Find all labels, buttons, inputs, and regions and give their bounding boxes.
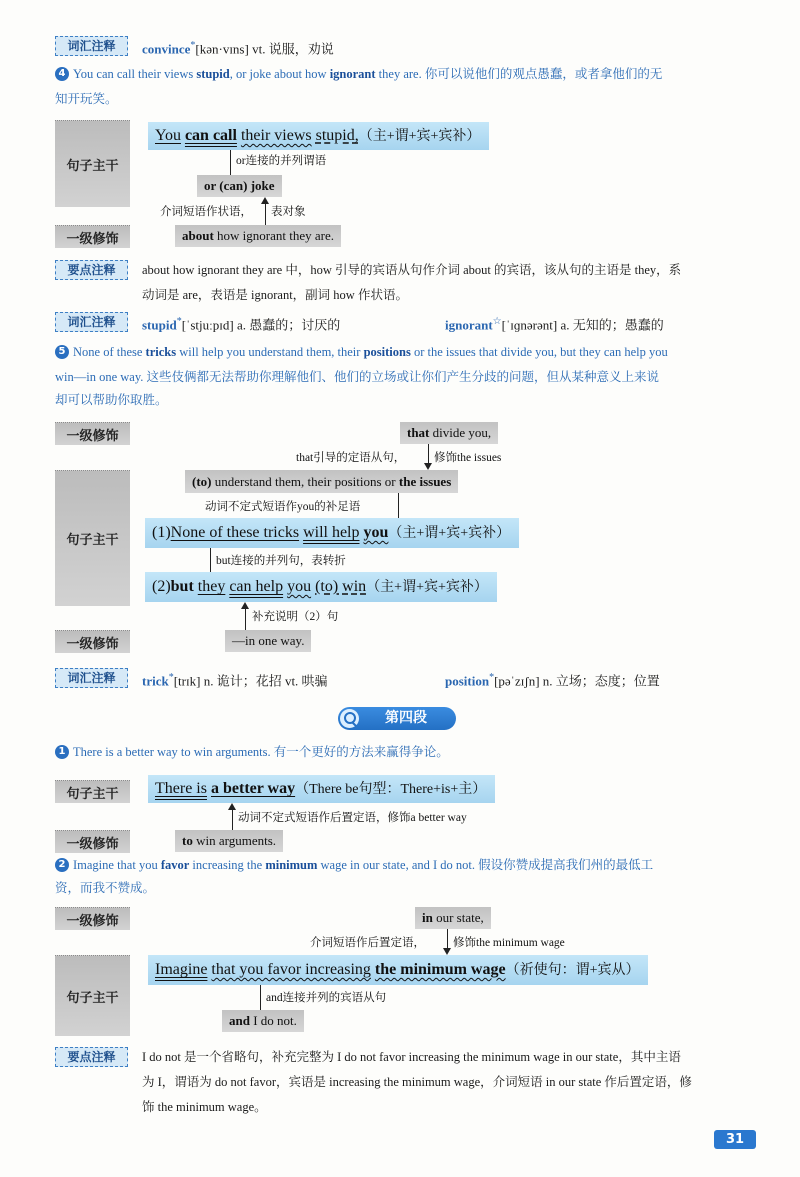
arrow-up-icon	[261, 197, 269, 204]
vocab-phonetic: [ˈɪɡnərənt]	[501, 317, 558, 333]
note-adverbial: 介词短语作状语，	[160, 206, 252, 218]
vocab-tag: 词汇注释	[55, 36, 128, 56]
vocab-word: convince	[142, 41, 191, 57]
page-number: 31	[714, 1130, 756, 1149]
modifier-phrase	[175, 225, 341, 247]
vocab-entry-stupid	[142, 314, 340, 333]
arrow-line	[428, 444, 429, 464]
sentence-text: None of these	[73, 345, 146, 359]
coordinate-clause	[222, 1010, 304, 1032]
modifier-label: 一级修饰	[55, 907, 130, 930]
relative-clause	[400, 422, 498, 444]
subject: they	[197, 578, 226, 595]
object: you	[287, 578, 312, 595]
notes-2-line-1: I do not 是一个省略句，补充完整为 I do not favor increasing the minimum wage in our state，其中主语	[142, 1050, 681, 1064]
complement-text: understand them, their positions or	[211, 474, 399, 489]
arrow-line	[232, 809, 233, 830]
prepositional-phrase	[415, 907, 491, 929]
object: their views	[240, 127, 312, 144]
keyword-ignorant: ignorant	[329, 67, 376, 81]
sentence-number-4: 4	[55, 67, 69, 81]
sentence-number-1: 1	[55, 745, 69, 759]
notes-tag: 要点注释	[55, 260, 128, 280]
modifier-text: win arguments.	[192, 833, 277, 848]
predicate: can call	[184, 127, 237, 144]
sentence-2-line-1	[73, 857, 653, 873]
notes-2-line-2: 为 I，谓语为 do not favor，宾语是 increasing the minimum wage，介词短语 in our state 作后置定语，修	[142, 1075, 692, 1089]
vocab-definition: a. 愚蠢的；讨厌的	[233, 317, 341, 333]
connector-line	[398, 493, 399, 518]
subject: You	[155, 127, 181, 144]
vocab-phonetic: [trɪk]	[173, 673, 201, 689]
connector-line	[230, 150, 231, 175]
arrow-down-icon	[443, 948, 451, 955]
clause-number: (1)	[152, 524, 171, 541]
main-clause-bar	[148, 775, 495, 803]
keyword-stupid: stupid	[196, 67, 230, 81]
keyword-tricks: tricks	[145, 345, 177, 359]
subject: None of these tricks	[170, 524, 300, 541]
modifier-label: 一级修饰	[55, 630, 130, 653]
sentence-5-line-1	[73, 344, 668, 360]
modifier-label: 一级修饰	[55, 422, 130, 445]
vocab-entry-trick	[142, 670, 328, 689]
sentence-text: they are. 你可以说他们的观点愚蠢，或者拿他们的无	[375, 67, 663, 81]
main-clause-label: 句子主干	[55, 955, 130, 1036]
main-clause-bar-1	[145, 518, 519, 548]
vocab-definition: a. 无知的；愚蠢的	[557, 317, 664, 333]
modifier-text: how ignorant they are.	[213, 228, 335, 243]
clause-number: (2)	[152, 578, 171, 595]
sentence-5-line-3: 却可以帮助你取胜。	[55, 393, 168, 407]
note-and: and连接并列的宾语从句	[266, 992, 387, 1004]
note-modifies: 修饰the minimum wage	[453, 937, 565, 949]
section-header	[338, 707, 456, 730]
modifier-phrase: —in one way.	[225, 630, 311, 652]
sentence-text: You can call their views	[73, 67, 197, 81]
sentence-text: Imagine that you	[73, 858, 161, 872]
modifier-phrase	[175, 830, 283, 852]
sentence-text: increasing the	[189, 858, 266, 872]
main-clause-label: 句子主干	[55, 470, 130, 606]
object-clause-object: the minimum wage	[374, 961, 506, 978]
main-clause-label: 句子主干	[55, 120, 130, 207]
vocab-word: ignorant	[445, 317, 493, 333]
vocab-definition: vt. 说服，劝说	[248, 41, 334, 57]
object: you	[363, 524, 389, 541]
sentence-1-line-1: There is a better way to win arguments. 有一个更好的方法来赢得争论。	[73, 745, 449, 759]
star-mark: *	[176, 316, 182, 327]
coordinate-predicate: or (can) joke	[197, 175, 282, 197]
sentence-5-line-2: win—in one way. 这些伎俩都无法帮助你理解他们、他们的立场或让你们产生分歧的问题，但从某种意义上来说	[55, 370, 660, 384]
structure-formula: （There be句型：There+is+主）	[295, 782, 487, 797]
notes-2-line-3: 饰 the minimum wage。	[142, 1100, 267, 1114]
subject: a better way	[210, 780, 296, 797]
vocab-tag: 词汇注释	[55, 312, 128, 332]
arrow-up-icon	[241, 602, 249, 609]
note-but: but连接的并列句，表转折	[216, 555, 346, 567]
modifier-text: our state,	[432, 910, 484, 925]
note-object: 表对象	[271, 206, 306, 218]
star-mark: *	[190, 40, 196, 51]
section-title: 第四段	[385, 710, 427, 726]
star-mark: *	[489, 672, 495, 683]
star-outline-mark: ☆	[492, 316, 502, 327]
sentence-number-2: 2	[55, 858, 69, 872]
sentence-number-5: 5	[55, 345, 69, 359]
note-or: or连接的并列谓语	[236, 155, 327, 167]
sentence-4-line-2: 知开玩笑。	[55, 92, 118, 106]
arrow-line	[265, 203, 266, 225]
main-clause-bar-2	[145, 572, 497, 602]
structure-formula: （主+谓+宾+宾补）	[388, 526, 511, 541]
main-clause-bar	[148, 122, 489, 150]
predicate: will help	[303, 524, 360, 541]
preposition: in	[422, 910, 433, 925]
object-complement: (to) win	[315, 578, 367, 595]
structure-formula: （祈使句：谓+宾从）	[505, 963, 640, 978]
main-clause-bar	[148, 955, 648, 985]
star-mark: *	[168, 672, 174, 683]
structure-formula: （主+谓+宾+宾补）	[366, 580, 488, 595]
vocab-word: position	[445, 673, 490, 689]
arrow-line	[447, 929, 448, 948]
sentence-text: , or joke about how	[229, 67, 330, 81]
arrow-down-icon	[424, 463, 432, 470]
modifier-text: divide you,	[429, 425, 492, 440]
conjunction: and	[229, 1013, 250, 1028]
sentence-4-line-1	[73, 66, 662, 82]
relative-pronoun: that	[407, 425, 430, 440]
note-relative-clause: that引导的定语从句，	[296, 452, 406, 464]
connector-line	[260, 985, 261, 1010]
keyword-positions: positions	[363, 345, 411, 359]
vocab-phonetic: [kən·vɪns]	[195, 41, 249, 57]
vocab-definition: n. 立场；态度；位置	[539, 673, 660, 689]
connector-line	[210, 548, 211, 572]
keyword-minimum: minimum	[265, 858, 318, 872]
vocab-definition: n. 诡计；花招 vt. 哄骗	[200, 673, 328, 689]
notes-tag: 要点注释	[55, 1047, 128, 1067]
sentence-2-line-2: 资，而我不赞成。	[55, 881, 156, 895]
vocab-phonetic: [ˈstjuːpɪd]	[181, 317, 234, 333]
clause-text: I do not.	[249, 1013, 297, 1028]
note-modifies: 修饰the issues	[434, 452, 502, 464]
vocab-tag: 词汇注释	[55, 668, 128, 688]
note-infinitive: 动词不定式短语作后置定语，修饰a better way	[238, 812, 467, 824]
the-issues: the issues	[398, 474, 452, 489]
arrow-up-icon	[228, 803, 236, 810]
sentence-text: wage in our state, and I do not. 假设你赞成提高我们州的最低工	[317, 858, 654, 872]
preposition: about	[182, 228, 214, 243]
main-clause-label: 句子主干	[55, 780, 130, 803]
predicate: There is	[155, 780, 207, 797]
note-supplement: 补充说明（2）句	[252, 611, 339, 623]
notes-1-line-2: 动词是 are，表语是 ignorant，副词 how 作状语。	[142, 288, 408, 302]
object-complement: stupid,	[315, 127, 359, 144]
arrow-line	[245, 608, 246, 630]
modifier-label: 一级修饰	[55, 830, 130, 853]
vocab-phonetic: [pəˈzɪʃn]	[494, 673, 540, 689]
conjunction: but	[170, 578, 194, 595]
sentence-text: or the issues that divide you, but they can help you	[410, 345, 668, 359]
search-icon	[340, 709, 359, 728]
vocab-entry-convince	[142, 38, 334, 57]
vocab-word: trick	[142, 673, 169, 689]
structure-formula: （主+谓+宾+宾补）	[358, 129, 481, 144]
object-clause: that you favor increasing	[211, 961, 371, 978]
complement-phrase	[185, 470, 458, 493]
predicate: Imagine	[155, 961, 208, 978]
to-marker: to	[182, 833, 193, 848]
keyword-favor: favor	[160, 858, 190, 872]
vocab-word: stupid	[142, 317, 177, 333]
modifier-label: 一级修饰	[55, 225, 130, 248]
vocab-entry-position	[445, 670, 660, 689]
predicate: can help	[229, 578, 284, 595]
note-complement: 动词不定式短语作you的补足语	[205, 501, 361, 513]
vocab-entry-ignorant	[445, 314, 664, 333]
notes-1-line-1: about how ignorant they are 中，how 引导的宾语从句作介词 about 的宾语，该从句的主语是 they，系	[142, 263, 682, 277]
to-marker: (to)	[192, 474, 212, 489]
sentence-text: will help you understand them, their	[176, 345, 364, 359]
note-prepositional: 介词短语作后置定语，	[310, 937, 425, 949]
